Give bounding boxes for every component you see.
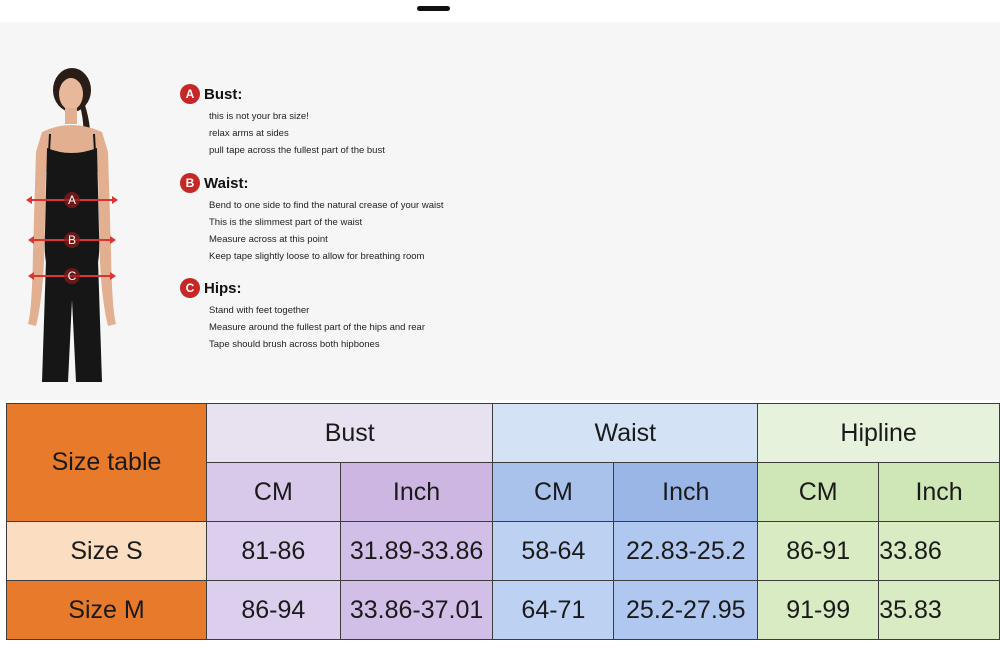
hips-title: Hips: [204,279,242,297]
table-cell: 33.86 [879,522,1000,581]
waist-group-header: Waist [493,404,758,463]
hips-instruction: Tape should brush across both hipbones [209,339,380,350]
waist-title: Waist: [204,174,249,192]
bust-instruction: pull tape across the fullest part of the bust [209,145,385,156]
group-header-row [7,404,1000,463]
hipline-inch-header: Inch [879,463,1000,522]
table-cell: 81-86 [207,522,341,581]
bust-inch-header: Inch [340,463,493,522]
bust-instruction: this is not your bra size! [209,111,309,122]
table-cell: 58-64 [493,522,614,581]
bust-cm-header: CM [207,463,341,522]
bust-instruction: relax arms at sides [209,128,289,139]
waist-instruction: Keep tape slightly loose to allow for breathing room [209,251,425,262]
table-row [7,522,1000,581]
figure-marker-c: C [67,269,77,283]
bust-section [180,83,385,159]
table-row [7,581,1000,640]
hipline-cm-header: CM [758,463,879,522]
size-table [6,403,1000,640]
waist-instruction: This is the slimmest part of the waist [209,217,363,228]
table-cell: 22.83-25.2 [614,522,758,581]
table-cell: 86-91 [758,522,879,581]
table-cell: 91-99 [758,581,879,640]
table-cell: 64-71 [493,581,614,640]
table-cell: 33.86-37.01 [340,581,493,640]
figure-marker-b: B [67,233,77,247]
hips-section [180,277,425,353]
size-table-corner-label: Size table [7,404,207,522]
figure-marker-a: A [67,193,77,207]
hipline-group-header: Hipline [758,404,1000,463]
waist-instruction: Bend to one side to find the natural crease of your waist [209,200,444,211]
table-cell: 31.89-33.86 [340,522,493,581]
waist-cm-header: CM [493,463,614,522]
waist-section [180,172,443,265]
table-cell: 86-94 [207,581,341,640]
bust-group-header: Bust [207,404,493,463]
waist-inch-header: Inch [614,463,758,522]
model-figure-image [12,62,132,382]
measurement-guide [0,22,1000,400]
table-cell: 35.83 [879,581,1000,640]
waist-instruction: Measure across at this point [209,234,328,245]
waist-letter-badge: B [180,173,200,193]
hips-instruction: Stand with feet together [209,305,310,316]
top-handle-bar [417,6,450,11]
hips-letter-badge: C [180,278,200,298]
size-label: Size S [7,522,207,581]
size-table-container [0,400,1000,661]
table-cell: 25.2-27.95 [614,581,758,640]
bust-title: Bust: [204,85,243,103]
hips-instruction: Measure around the fullest part of the hips and rear [209,322,425,333]
bust-letter-badge: A [180,84,200,104]
size-label: Size M [7,581,207,640]
